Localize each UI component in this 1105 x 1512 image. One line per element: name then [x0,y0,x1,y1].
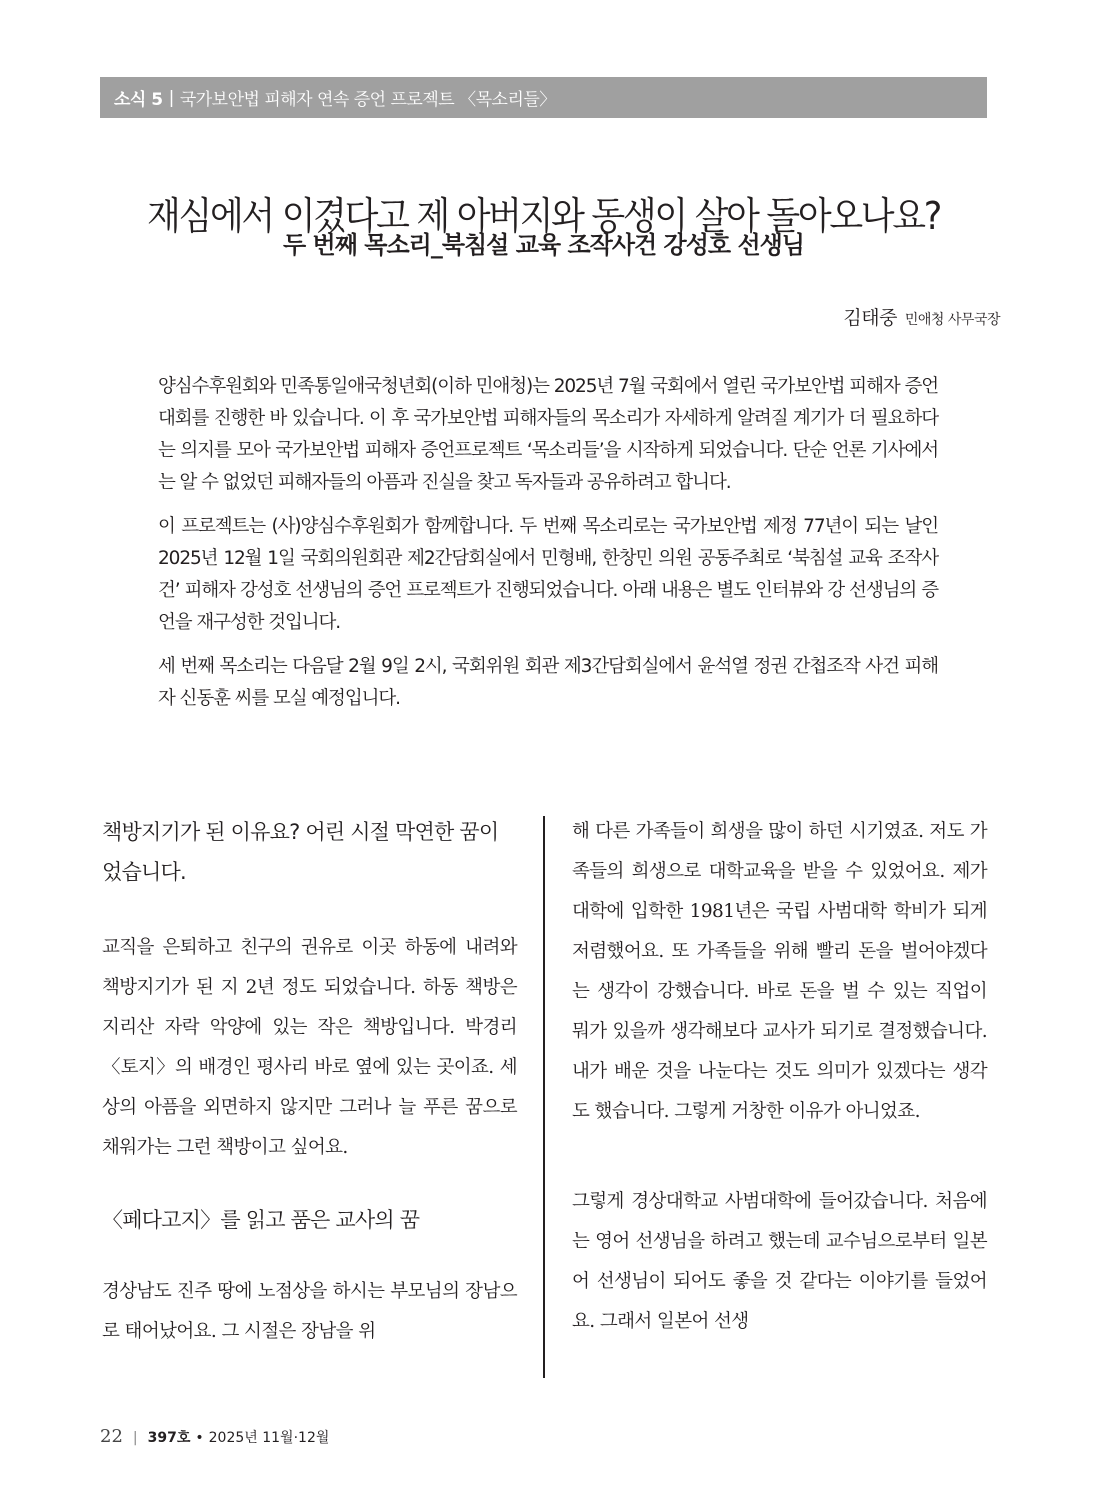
article-headline: 재심에서 이겼다고 제 아버지와 동생이 살아 돌아오나요? [147,194,940,239]
author-role: 민애청 사무국장 [904,312,1000,328]
intro-block [158,371,938,727]
issue-number: 397호 [147,1430,191,1446]
author-name: 김태중 [843,307,897,329]
intro-paragraph: 세 번째 목소리는 다음달 2월 9일 2시, 국회위원 회관 제3간담회실에서 윤석열 정권 간첩조작 사건 피해자 신동훈 씨를 모실 예정입니다. [158,656,938,709]
section-heading: 〈페다고지〉를 읽고 품은 교사의 꿈 [102,1208,420,1232]
page-footer [100,1426,329,1447]
body-paragraph: 교직을 은퇴하고 친구의 권유로 이곳 하동에 내려와 책방지기가 된 지 2년 정도 되었습니다. 하동 책방은 지리산 자락 악양에 있는 작은 책방입니다. 박경리 〈토지〉의 배경인 평사리 바로 옆에 있는 곳이죠. 세상의 아픔을 외면하지 않지만 그러나 늘 푸른 꿈으로 채워가는 그런 책방이고 싶어요. [102,937,517,1158]
body-paragraph: 경상남도 진주 땅에 노점상을 하시는 부모님의 장남으로 태어났어요. 그 시절은 장남을 위 [102,1281,517,1342]
section-title: 국가보안법 피해자 연속 증언 프로젝트 〈목소리들〉 [179,90,556,110]
article-subheadline: 두 번째 목소리_북침설 교육 조작사건 강성호 선생님 [283,231,804,259]
bullet-icon: • [195,1430,204,1446]
section-separator: | [168,87,174,108]
column-divider [543,816,545,1378]
footer-separator: | [132,1430,138,1446]
body-paragraph: 해 다른 가족들이 희생을 많이 하던 시기였죠. 저도 가족들의 희생으로 대학교육을 받을 수 있었어요. 제가 대학에 입학한 1981년은 국립 사범대학 학비가 되게 저렴했어요. 또 가족들을 위해 빨리 돈을 벌어야겠다는 생각이 강했습니다. 바로 돈을 벌 수 있는 직업이 뭐가 있을까 생각해보다 교사가 되기로 결정했습니다. 내가 배운 것을 나눈다는 것도 의미가 있겠다는 생각도 했습니다. 그렇게 거창한 이유가 아니었죠. [572,821,987,1122]
intro-paragraph: 이 프로젝트는 (사)양심수후원회가 함께합니다. 두 번째 목소리로는 국가보안법 제정 77년이 되는 날인 2025년 12월 1일 국회의원회관 제2간담회실에서 민형배, 한창민 의원 공동주최로 ‘북침설 교육 조작사건’ 피해자 강성호 선생님의 증언 프로젝트가 진행되었습니다. 아래 내용은 별도 인터뷰와 강 선생님의 증언을 재구성한 것입니다. [158,516,938,633]
intro-paragraph: 양심수후원회와 민족통일애국청년회(이하 민애청)는 2025년 7월 국회에서 열린 국가보안법 피해자 증언대회를 진행한 바 있습니다. 이 후 국가보안법 피해자들의 목소리가 자세하게 알려질 계기가 더 필요하다는 의지를 모아 국가보안법 피해자 증언프로젝트 ‘목소리들’을 시작하게 되었습니다. 단순 언론 기사에서는 알 수 없었던 피해자들의 아픔과 진실을 찾고 독자들과 공유하려고 합니다. [158,376,938,493]
section-header-bar [100,77,987,118]
byline [843,303,1000,330]
right-column [572,812,987,1342]
section-heading: 책방지기가 된 이유요? 어린 시절 막연한 꿈이었습니다. [102,820,499,884]
left-column [102,812,517,1352]
page-number: 22 [100,1426,123,1447]
section-label: 소식 5 [114,90,163,110]
issue-date: 2025년 11월·12월 [208,1430,330,1446]
body-paragraph: 그렇게 경상대학교 사범대학에 들어갔습니다. 처음에는 영어 선생님을 하려고 했는데 교수님으로부터 일본어 선생님이 되어도 좋을 것 같다는 이야기를 들었어요. 그래서 일본어 선생 [572,1191,987,1332]
